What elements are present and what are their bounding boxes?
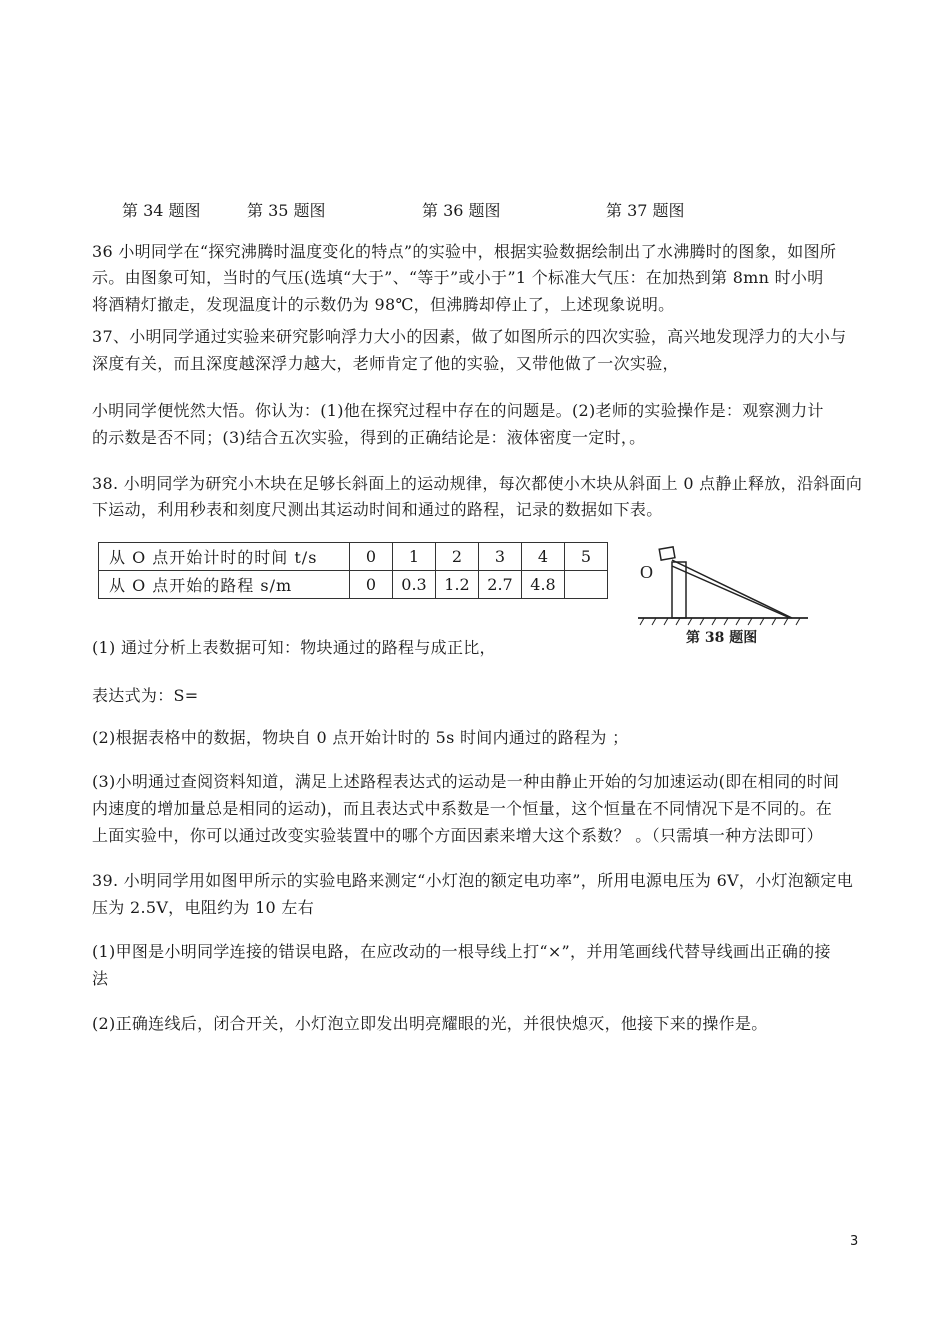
q37-line: 深度有关，而且深度越深浮力越大，老师肯定了他的实验，又带他做了一次实验， bbox=[92, 354, 679, 373]
table-cell: 1 bbox=[393, 543, 436, 571]
q39-line: (2)正确连线后，闭合开关，小灯泡立即发出明亮耀眼的光，并很快熄灭，他接下来的操作是。 bbox=[92, 1014, 768, 1033]
q39-line: 39. 小明同学用如图甲所示的实验电路来测定“小灯泡的额定电功率”，所用电源电压为 6V，小灯泡额定电 bbox=[92, 871, 854, 890]
q38-part-line: 上面实验中，你可以通过改变实验装置中的哪个方面因素来增大这个系数？ 。（只需填一种方法即可） bbox=[92, 826, 823, 845]
q38-line: 下运动，利用秒表和刻度尺测出其运动时间和通过的路程，记录的数据如下表。 bbox=[92, 500, 663, 519]
caption-q37: 第 37 题图 bbox=[606, 201, 685, 220]
q37-line: 的示数是否不同；(3)结合五次实验，得到的正确结论是：液体密度一定时，。 bbox=[92, 428, 646, 447]
q36-line: 36 小明同学在“探究沸腾时温度变化的特点”的实验中，根据实验数据绘制出了水沸腾时的图象，如图所 bbox=[92, 242, 837, 261]
table-cell bbox=[565, 571, 608, 599]
q39-line: 压为 2.5V，电阻约为 10 左右 bbox=[92, 898, 315, 917]
q38-line: 38. 小明同学为研究小木块在足够长斜面上的运动规律，每次都使小木块从斜面上 0 点静止释放，沿斜面向 bbox=[92, 474, 863, 493]
table-cell: 4 bbox=[522, 543, 565, 571]
table-cell: 2.7 bbox=[479, 571, 522, 599]
table-cell: 0 bbox=[350, 543, 393, 571]
q38-part-line: 内速度的增加量总是相同的运动)，而且表达式中系数是一个恒量，这个恒量在不同情况下是不同的。在 bbox=[92, 799, 833, 818]
table-row bbox=[99, 543, 608, 571]
table-cell: 3 bbox=[479, 543, 522, 571]
table-cell: 2 bbox=[436, 543, 479, 571]
q38-part-line: (2)根据表格中的数据，物块自 0 点开始计时的 5s 时间内通过的路程为 ； bbox=[92, 728, 629, 747]
table-cell: 4.8 bbox=[522, 571, 565, 599]
q39-line: (1)甲图是小明同学连接的错误电路，在应改动的一根导线上打“×”，并用笔画线代替导线画出正确的接 bbox=[92, 942, 831, 961]
q39-line: 法 bbox=[92, 969, 109, 988]
q37-line: 小明同学便恍然大悟。你认为：(1)他在探究过程中存在的问题是。(2)老师的实验操作是：观察测力计 bbox=[92, 401, 824, 420]
incline-top-edge bbox=[672, 560, 792, 618]
q36-line: 将酒精灯撤走，发现温度计的示数仍为 98℃，但沸腾却停止了，上述现象说明。 bbox=[92, 295, 675, 314]
figure-caption: 第 38 题图 bbox=[686, 630, 758, 646]
wood-block bbox=[659, 547, 675, 560]
table-row bbox=[99, 571, 608, 599]
ground-hatching bbox=[640, 618, 800, 625]
q37-line: 37、小明同学通过实验来研究影响浮力大小的因素，做了如图所示的四次实验，高兴地发现浮力的大小与 bbox=[92, 327, 847, 346]
caption-q34: 第 34 题图 bbox=[122, 201, 201, 220]
q38-part-line: (1) 通过分析上表数据可知：物块通过的路程与成正比， bbox=[92, 638, 496, 657]
table-cell: 1.2 bbox=[436, 571, 479, 599]
page-number: 3 bbox=[850, 1234, 859, 1249]
table-cell: 5 bbox=[565, 543, 608, 571]
incline-figure bbox=[630, 538, 815, 650]
point-o-label: O bbox=[640, 562, 653, 582]
q38-part-line: 表达式为：S= bbox=[92, 686, 199, 705]
q38-part-line: (3)小明通过查阅资料知道，满足上述路程表达式的运动是一种由静止开始的匀加速运动(即在相同的时间 bbox=[92, 772, 840, 791]
motion-data-table bbox=[98, 542, 608, 599]
caption-q35: 第 35 题图 bbox=[247, 201, 326, 220]
table-row-label: 从 O 点开始的路程 s/m bbox=[99, 571, 350, 599]
incline-bottom-edge bbox=[672, 566, 790, 618]
q36-line: 示。由图象可知，当时的气压(选填“大于”、“等于”或小于”1 个标准大气压：在加热到第 8mn 时小明 bbox=[92, 268, 824, 287]
caption-q36: 第 36 题图 bbox=[422, 201, 501, 220]
table-cell: 0 bbox=[350, 571, 393, 599]
table-row-label: 从 O 点开始计时的时间 t/s bbox=[99, 543, 350, 571]
support-block bbox=[672, 562, 686, 618]
table-cell: 0.3 bbox=[393, 571, 436, 599]
